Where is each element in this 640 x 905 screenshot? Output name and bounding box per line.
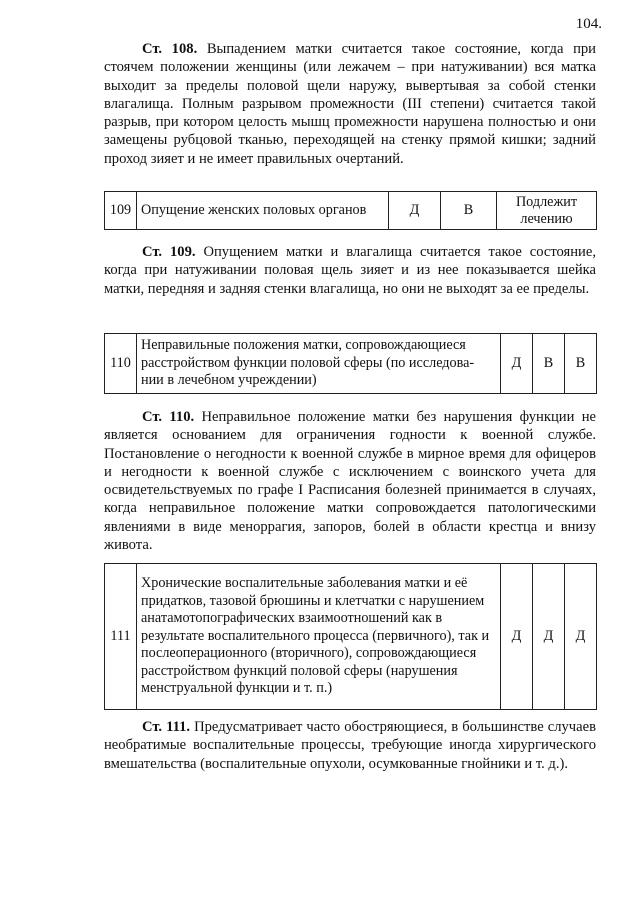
row-111-column-2: Д — [533, 564, 565, 710]
row-110-column-3: В — [565, 334, 597, 394]
table-row-110 — [104, 333, 597, 394]
article-108-text: Выпадением матки считается такое состояние, когда при стоячем положении женщины (или лежачем – при натуживании) вся матка выходит за пределы половой щели наружу, вывертывая за собой стенки влагалища. Полным разрывом промежности (III степени) считается такой разрыв, при котором целость мышц промежности нарушена полностью и они замещены рубцовой тканью, переходящей на стенку прямой кишки; задний проход зияет и не имеет правильных очертаний. — [104, 41, 596, 167]
article-111 — [104, 718, 596, 773]
row-110-number: 110 — [105, 334, 137, 394]
row-111-number: 111 — [105, 564, 137, 710]
row-109-column-3: Подлежит лечению — [497, 192, 597, 230]
row-111-description: Хронические воспалительные заболевания матки и её придатков, тазовой брюшины и клетчатки с нарушением анатамотопографических взаимоотношений как в результате воспалительного процесса (первичного), так и послеоперационного (вторичного), сопровождающиеся расстройством функций половой сферы (нарушения менструальной функции и т. п.) — [137, 564, 501, 710]
row-109-number: 109 — [105, 192, 137, 230]
row-110-column-1: Д — [501, 334, 533, 394]
row-109-description: Опущение женских половых органов — [137, 192, 389, 230]
row-111-column-1: Д — [501, 564, 533, 710]
row-111-column-3: Д — [565, 564, 597, 710]
article-108 — [104, 40, 596, 168]
article-109-text: Опущением матки и влагалища считается такое состояние, когда при натуживании половая щель зияет и из нее показывается шейка матки, передняя и задняя стенки влагалища, но они не выходят за ее пределы. — [104, 244, 596, 297]
article-110-label: Ст. 110. — [142, 409, 195, 425]
article-110 — [104, 408, 596, 554]
row-109-column-1: Д — [389, 192, 441, 230]
article-108-label: Ст. 108. — [142, 41, 198, 57]
row-110-column-2: В — [533, 334, 565, 394]
page-number: 104. — [575, 16, 602, 32]
article-109-label: Ст. 109. — [142, 244, 196, 260]
table-row-111 — [104, 563, 597, 710]
article-109 — [104, 243, 596, 298]
row-110-description: Неправильные положения матки, сопровождающиеся расстройством функции половой сферы (по исследова-нии в лечебном учреждении) — [137, 334, 501, 394]
article-111-text: Предусматривает часто обостряющиеся, в большинстве случаев необратимые воспалительные процессы, требующие иногда хирургического вмешательства (воспалительные опухоли, осумкованные гнойники и т. д.). — [104, 719, 596, 772]
article-110-text: Неправильное положение матки без нарушения функции не является основанием для ограничения годности к военной службе. Постановление о негодности к военной службе в мирное время для офицеров и негодности к военной службе с исключением с воинского учета для освидетельствуемых по графе I Расписания болезней принимается в случаях, когда неправильное положение матки сопровождается патологическими явлениями в виде меноррагия, запоров, болей в области крестца и внизу живота. — [104, 409, 596, 554]
row-109-column-2: В — [441, 192, 497, 230]
table-row-109 — [104, 191, 597, 230]
article-111-label: Ст. 111. — [142, 719, 191, 735]
